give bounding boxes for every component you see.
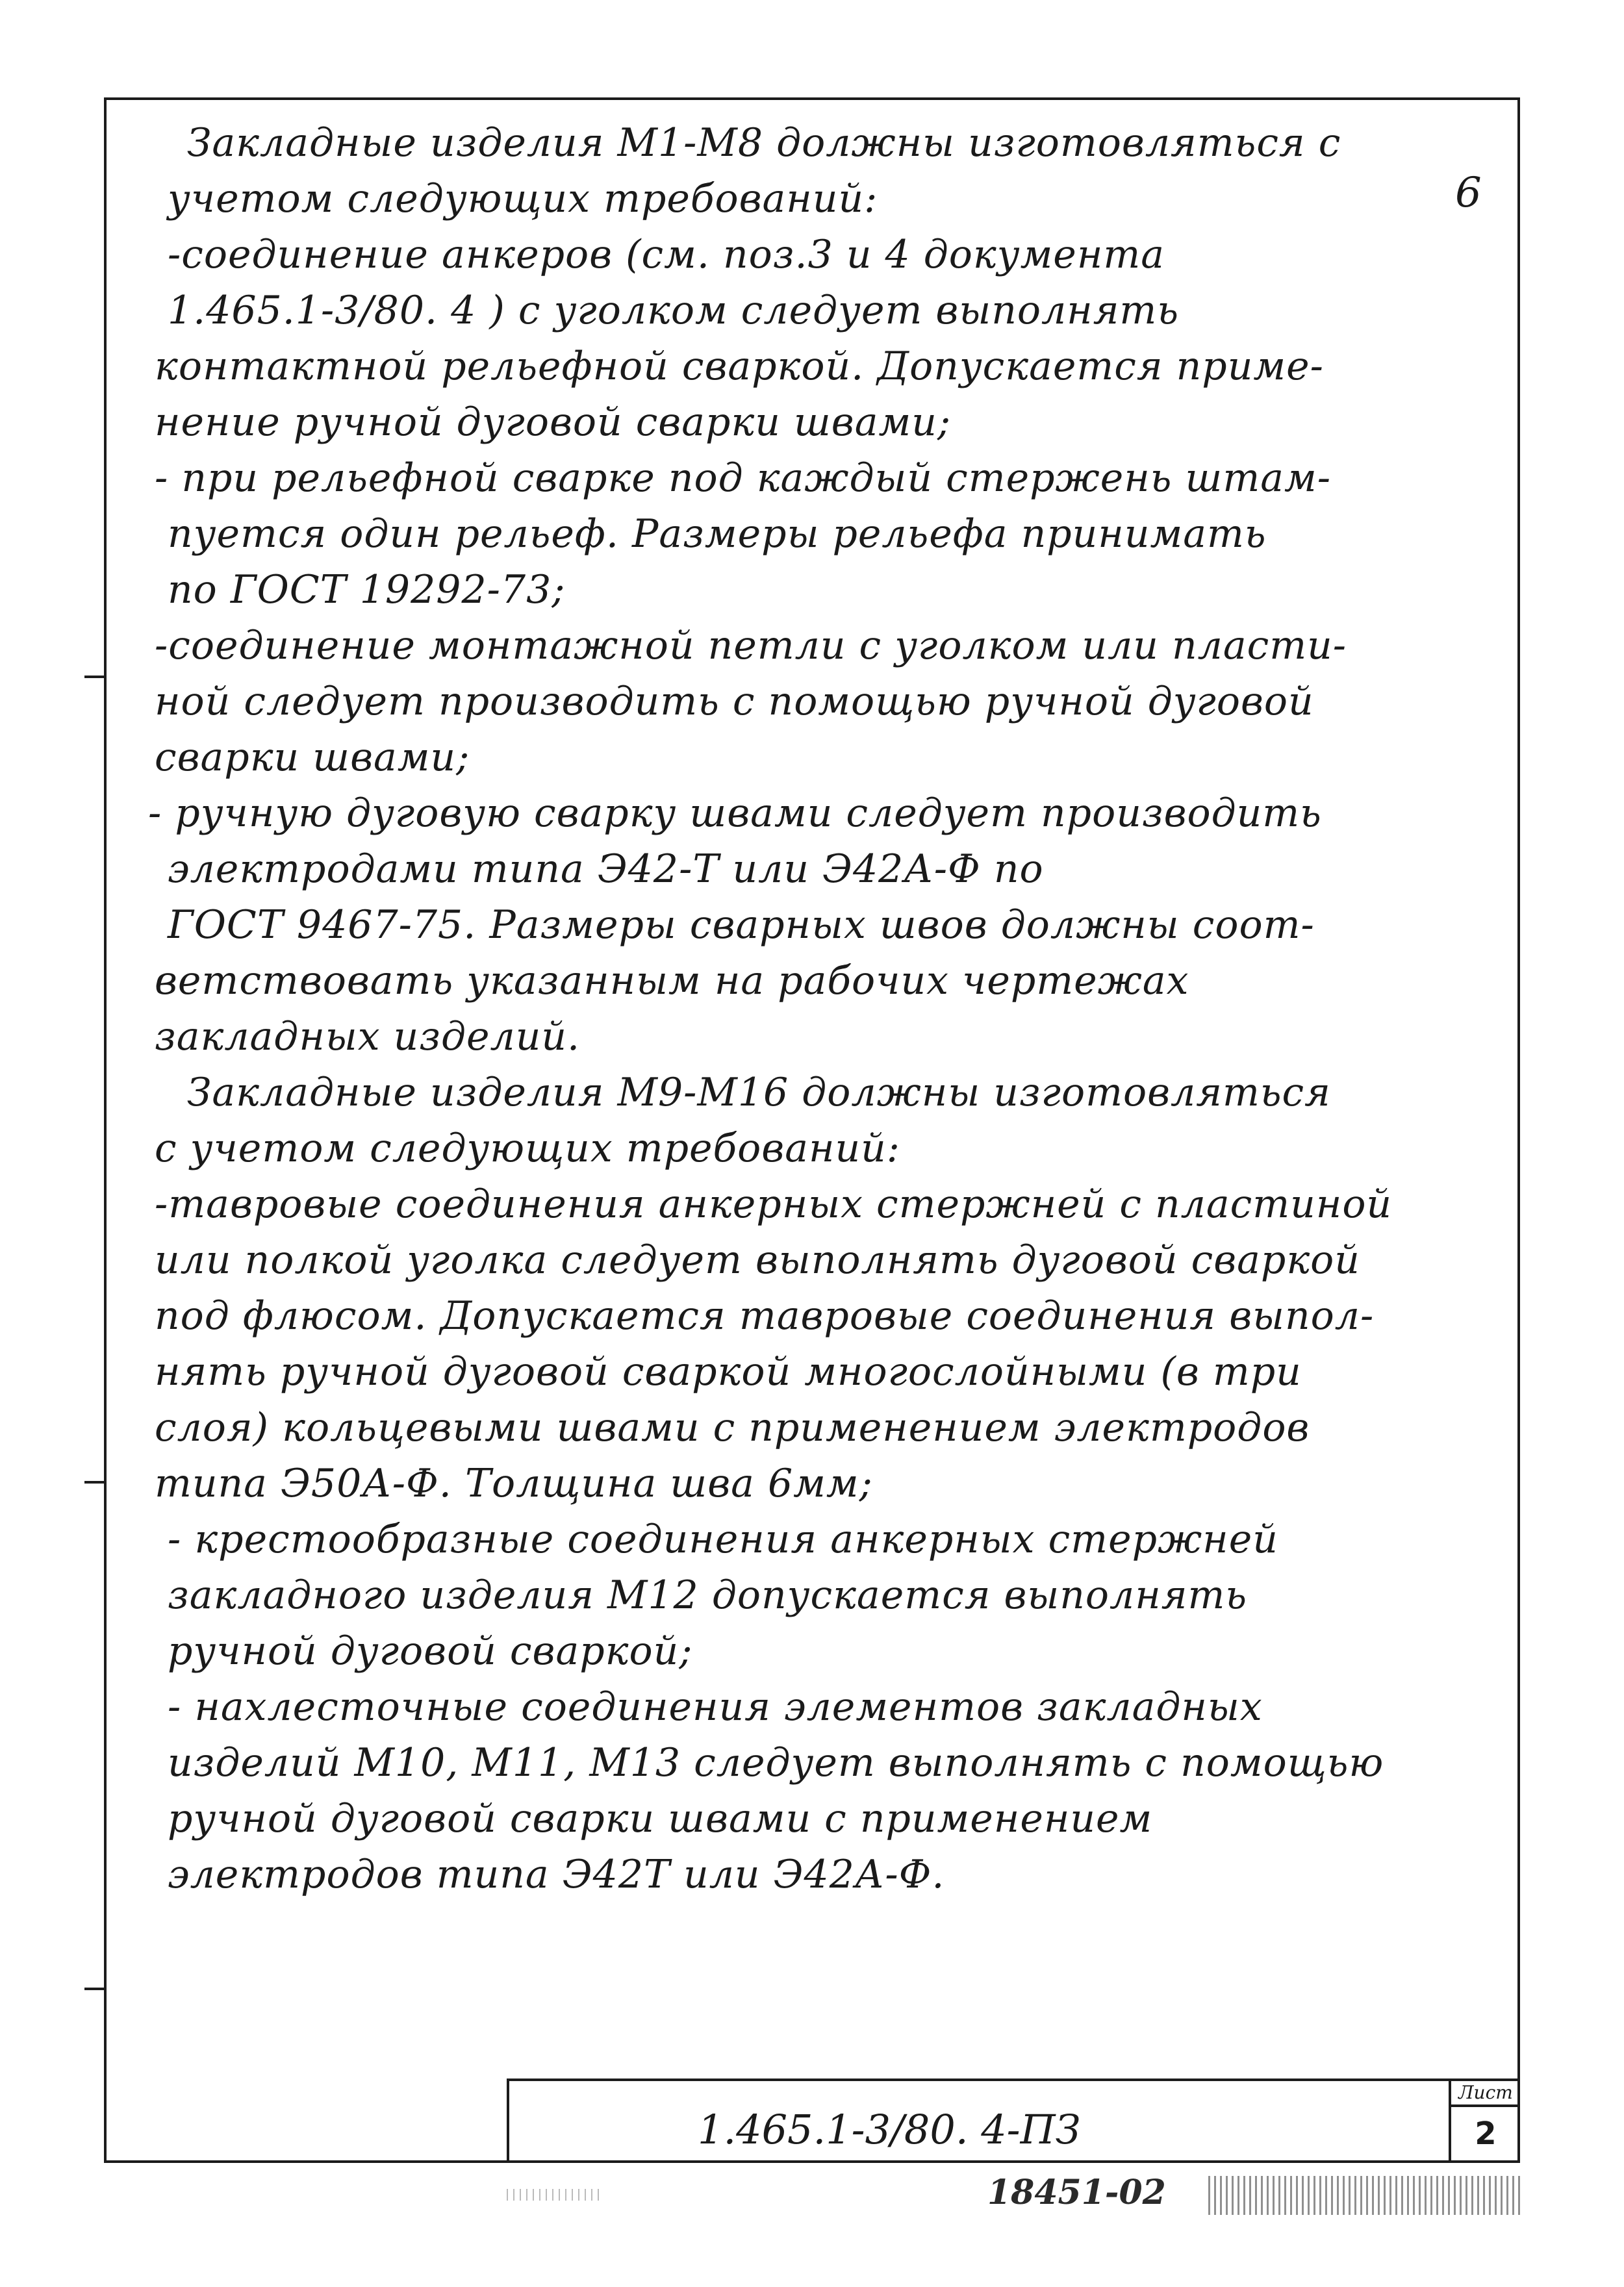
text-line: ГОСТ 9467-75. Размеры сварных швов должны соот- [168, 902, 1315, 948]
text-line: сварки швами; [155, 735, 470, 780]
binding-tick [84, 1481, 104, 1484]
archive-stamp: 18451-02 [987, 2173, 1166, 2212]
text-line: ручной дуговой сваркой; [168, 1628, 693, 1674]
text-line: учетом следующих требований: [168, 176, 878, 221]
text-line: типа Э50А-Ф. Толщина шва 6мм; [155, 1461, 873, 1506]
text-line: -тавровые соединения анкерных стержней с пластиной [155, 1181, 1393, 1227]
text-line: изделий М10, М11, М13 следует выполнять с помощью [168, 1740, 1384, 1786]
sheet-number: 2 [1475, 2116, 1497, 2152]
scan-smudge [1208, 2176, 1520, 2215]
text-line: пуется один рельеф. Размеры рельефа принимать [168, 511, 1267, 557]
text-line: закладного изделия М12 допускается выполнять [168, 1573, 1248, 1618]
sheet-cell [1449, 2081, 1520, 2163]
text-line: ветствовать указанным на рабочих чертежах [155, 958, 1189, 1004]
text-line: по ГОСТ 19292-73; [168, 567, 566, 613]
text-line: слоя) кольцевыми швами с применением электродов [155, 1405, 1310, 1450]
text-line: - при рельефной сварке под каждый стержень штам- [155, 455, 1332, 501]
text-line: -соединение монтажной петли с уголком или пласти- [155, 623, 1347, 668]
scan-smudge [507, 2189, 604, 2201]
text-line: ручной дуговой сварки швами с применением [168, 1796, 1153, 1841]
text-line: - нахлесточные соединения элементов закладных [168, 1684, 1263, 1730]
document-code: 1.465.1-3/80. 4-ПЗ [698, 2106, 1081, 2153]
page-mark: 6 [1455, 169, 1482, 217]
text-line: Закладные изделия М1-М8 должны изготовляться с [187, 120, 1341, 166]
text-line: электродов типа Э42Т или Э42А-Ф. [168, 1852, 945, 1897]
text-line: с учетом следующих требований: [155, 1126, 900, 1171]
text-line: - крестообразные соединения анкерных стержней [168, 1517, 1278, 1562]
text-line: под флюсом. Допускается тавровые соединения выпол- [155, 1293, 1375, 1339]
title-block [507, 2079, 1520, 2163]
text-line: электродами типа Э42-Т или Э42А-Ф по [168, 846, 1044, 892]
text-line: закладных изделий. [155, 1014, 581, 1059]
text-line: 1.465.1-3/80. 4 ) с уголком следует выполнять [168, 288, 1179, 333]
sheet-label: Лист [1451, 2081, 1520, 2107]
text-line: Закладные изделия М9-М16 должны изготовляться [187, 1070, 1331, 1115]
text-line: или полкой уголка следует выполнять дуговой сваркой [155, 1237, 1360, 1283]
text-line: -соединение анкеров (см. поз.3 и 4 документа [168, 232, 1165, 277]
text-line: - ручную дуговую сварку швами следует производить [148, 790, 1322, 836]
binding-tick [84, 676, 104, 678]
binding-tick [84, 1988, 104, 1990]
text-line: ной следует производить с помощью ручной дуговой [155, 679, 1314, 724]
text-line: нение ручной дуговой сварки швами; [155, 399, 952, 445]
text-line: нять ручной дуговой сваркой многослойными (в три [155, 1349, 1302, 1395]
text-line: контактной рельефной сваркой. Допускается приме- [155, 344, 1324, 389]
